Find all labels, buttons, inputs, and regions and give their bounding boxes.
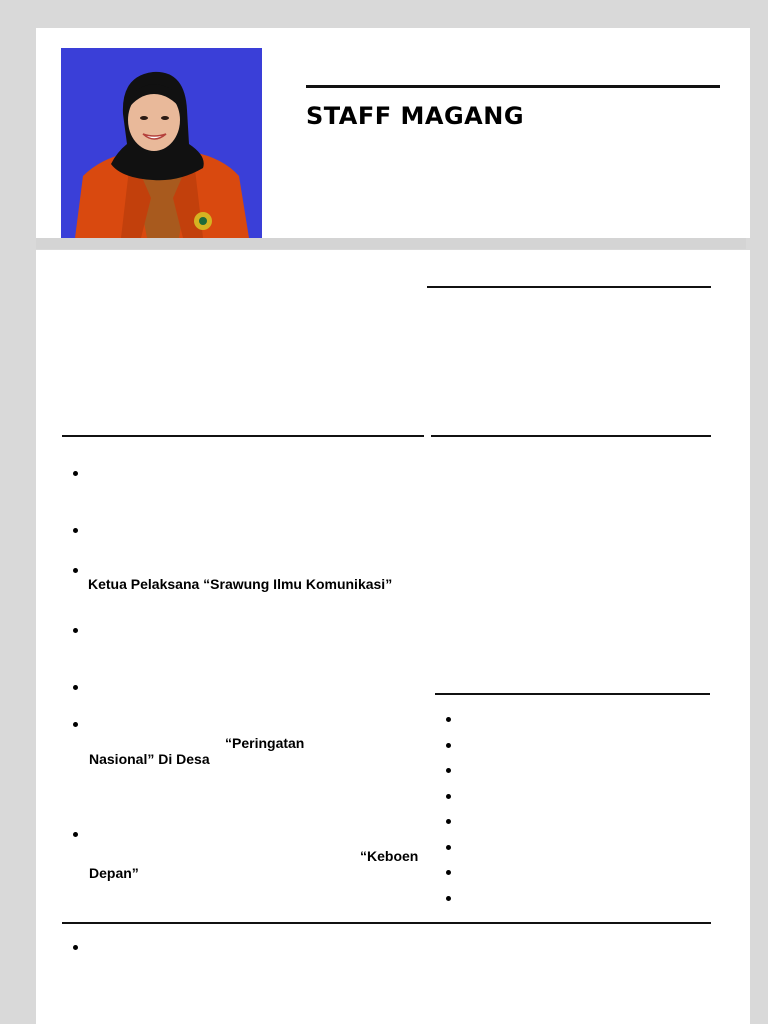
experience-bullet (73, 685, 78, 690)
bottom-section-rule (62, 922, 711, 924)
experience-bullet (73, 722, 78, 727)
skills-section-rule (435, 693, 710, 695)
skill-bullet (446, 717, 451, 722)
page-divider-strip (36, 238, 746, 249)
profile-photo (61, 48, 262, 238)
right-section-rule-2 (431, 435, 711, 437)
skill-bullet (446, 896, 451, 901)
experience-item-text: “Peringatan (225, 735, 305, 751)
experience-bullet (73, 471, 78, 476)
skill-bullet (446, 845, 451, 850)
title-rule (306, 85, 720, 88)
resume-body-sheet (36, 250, 750, 1024)
job-title: STAFF MAGANG (306, 102, 525, 130)
experience-item-text: Ketua Pelaksana “Srawung Ilmu Komunikasi” (88, 576, 393, 592)
skill-bullet (446, 743, 451, 748)
bottom-section-bullet (73, 945, 78, 950)
experience-item-text: Nasional” Di Desa (89, 751, 210, 767)
skill-bullet (446, 819, 451, 824)
experience-bullet (73, 832, 78, 837)
skill-bullet (446, 768, 451, 773)
experience-bullet (73, 528, 78, 533)
experience-section-rule (62, 435, 424, 437)
experience-bullet (73, 628, 78, 633)
right-section-rule-1 (427, 286, 711, 288)
experience-bullet (73, 568, 78, 573)
skill-bullet (446, 794, 451, 799)
skill-bullet (446, 870, 451, 875)
experience-item-text: “Keboen (360, 848, 419, 864)
experience-item-text: Depan” (89, 865, 139, 881)
